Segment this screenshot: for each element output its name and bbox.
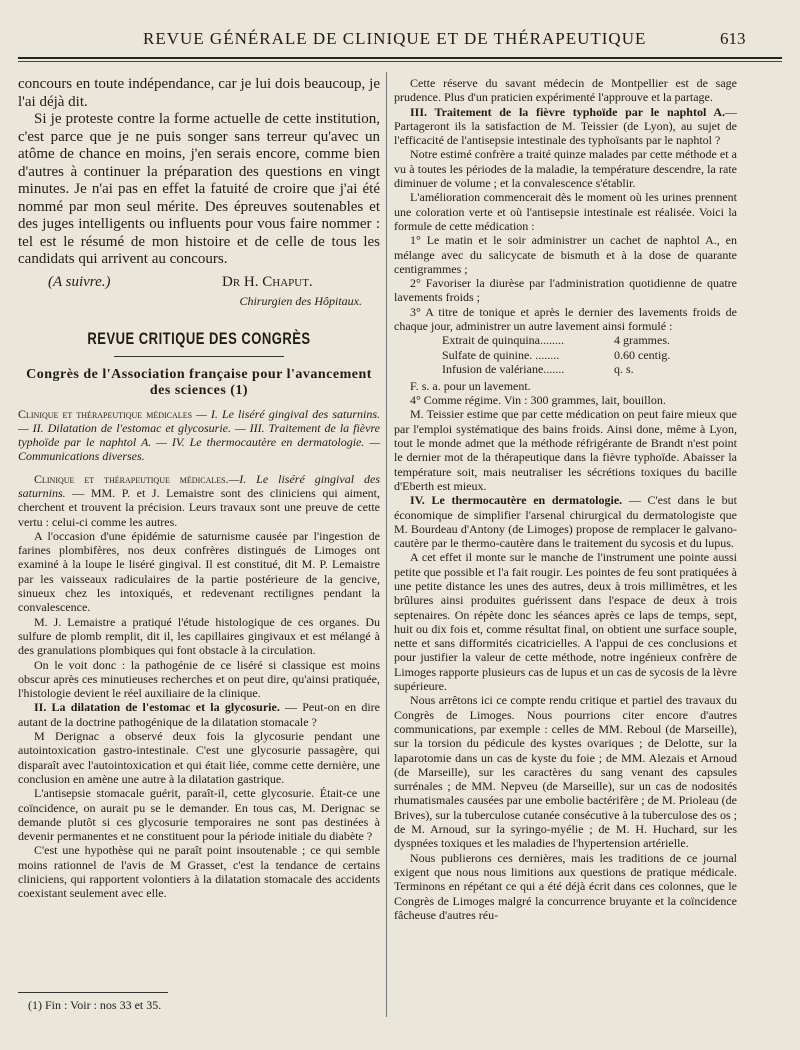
paragraph: concours en toute indépendance, car je lui dois beaucoup, je l'ai déjà dit. <box>18 76 380 110</box>
section-3-intro <box>394 105 737 148</box>
section-2-heading: II. La dilatation de l'estomac et la glycosurie. <box>34 700 280 715</box>
paragraph: M Derignac a observé deux fois la glycosurie pendant une autointoxication gastro-intestinale. C'est une glycosurie passagère, qui disparaît avec l'autointoxication et qui était liée, comme cette dernière, une conclusion en amène une autre à la dilatation gastrique. <box>18 729 380 786</box>
formula-note: F. s. a. pour un lavement. <box>410 378 531 393</box>
to-be-continued: (A suivre.) <box>48 273 111 290</box>
section-title: REVUE CRITIQUE DES CONGRÈS <box>87 328 311 348</box>
prescription-formula <box>442 333 737 377</box>
formula-item: Sulfate de quinine. ........ <box>442 347 560 362</box>
summary-lead: Clinique et thérapeutique médicales <box>18 406 193 421</box>
paragraph: L'antisepsie stomacale guérit, paraît-il, cette glycosurie. Était-ce une coïncidence, on aurait pu se le demander. En tous cas, M. Derignac se demande plutôt si ces glycosurie temporaires ne sont pas destinées à devenir permanentes et ne constituent pour la période initiale du diabète ? <box>18 786 380 844</box>
paragraph: L'amélioration commencerait dès le moment où les urines prennent une coloration verte et où l'antisepsie intestinale est réalisée. Voici la formule de cette médication : <box>394 190 737 233</box>
section-4-text: — C'est dans le but économique de simplifier l'arsenal chirurgical du dermatologiste que M. Bourdeau d'Antony (de Limoges) propose de remplacer le galvano-cautère par le thermo-cautère dans le traitement du sycosis et du lupus. <box>394 493 737 551</box>
signature-line <box>18 273 380 293</box>
author-name: Dr H. Chaput. <box>222 273 313 290</box>
left-column <box>18 76 380 901</box>
paragraph: 3° A titre de tonique et après le dernier des lavements froids de chaque jour, administrer un autre lavement ainsi formulé : <box>394 304 737 334</box>
paragraph: 4° Comme régime. Vin : 300 grammes, lait, bouillon. <box>410 393 666 408</box>
paragraph: M. Teissier estime que par cette médication on peut faire mieux que par l'emploi systématique des bains froids. Ainsi done, même à Lyon, tout le monde admet que la méthode réfrigérante de Brandt n'est point le dernier mot de la thérapeutique dans la fièvre typhoïde. Abaisser la température soit, mais neutraliser les sécrétions toxiques du bacille d'Eberth est mieux. <box>394 407 737 493</box>
right-column <box>394 76 737 922</box>
summary-text: — I. Le liséré gingival des saturnins. — II. Dilatation de l'estomac et glycosurie. — III. Traitement de la fièvre typhoïde par le naphtol A. — IV. Le thermocautère en dermatologie. — Communications diverses. <box>18 406 380 464</box>
section-2-text: — Peut-on en dire autant de la doctrine pathogénique de la dilatation stomacale ? <box>18 700 380 729</box>
summary <box>18 407 380 464</box>
header-rule <box>18 57 782 59</box>
column-divider <box>386 72 387 1017</box>
section-2-intro <box>18 700 380 729</box>
formula-row <box>442 362 737 377</box>
paragraph: 1° Le matin et le soir administrer un cachet de naphtol A., en mélange avec du salicycate de bismuth et à la dose de quarante centigrammes ; <box>394 233 737 276</box>
paragraph: A cet effet il monte sur le manche de l'instrument une pointe aussi petite que possible et l'a fait rougir. Les pointes de feu sont pratiquées à une petite distance les unes des autres, deux à trois millimètres, et les brûlures ainsi produites guérissent dans l'espace de deux à trois septenaires. On répète donc les séances après ce laps de temps, sept, huit ou dix fois et, comme résultat final, on obtient une surface souple, nette et sans difformités cicatricielles. A l'appui de ces conclusions et pour justifier la valeur de cette méthode, notre ingénieux confrère de Limoges rapporte plusieurs cas de lupus et un cas de sycosis de la lèvre supérieure. <box>394 550 737 694</box>
formula-item: Extrait de quinquina........ <box>442 333 564 348</box>
author-role: Chirurgien des Hôpitaux. <box>239 293 362 308</box>
journal-title: REVUE GÉNÉRALE DE CLINIQUE ET DE THÉRAPEUTIQUE <box>143 29 647 48</box>
formula-row <box>442 348 737 363</box>
section-4-heading: IV. Le thermocautère en dermatologie. <box>410 493 623 508</box>
section-3-heading: III. Traitement de la fièvre typhoïde par le naphtol A. <box>410 104 725 119</box>
section-rule <box>114 356 284 357</box>
paragraph: On le voit donc : la pathogénie de ce liséré si classique est moins obscur après ces minutieuses recherches et on peut dire, qu'ainsi pratiquée, l'histologie devient le réel auxiliaire de la clinique. <box>18 657 380 701</box>
paragraph: Si je proteste contre la forme actuelle de cette institution, c'est parce que je ne puis songer sans terreur qu'avec un atôme de chance en moins, j'en serais encore, comme bien d'autres à continuer la préparation des questions en vingt minutes. Je n'ai pas en effet la fatuité de croire que j'ai été nommé par mon seul mérite. Des épreuves soutenables et des juges intelligents ou influents pour vous faire nommer : tel est le résumé de mon histoire et de celle de tous les candidats qui arrivent au concours. <box>18 111 380 267</box>
footnote-rule <box>18 992 168 993</box>
section-1-intro <box>18 472 380 529</box>
congress-title: Congrès de l'Association française pour l'avancement des sciences (1) <box>26 366 372 398</box>
section-4-intro <box>394 493 737 550</box>
formula-row <box>442 333 737 348</box>
formula-qty: q. s. <box>614 362 634 377</box>
footnote: (1) Fin : Voir : nos 33 et 35. <box>28 998 162 1012</box>
paragraph: C'est une hypothèse qui ne paraît point insoutenable ; ce qui semble moins rationnel de l'avis de M Grasset, c'est la tendance de certains cliniciens, qui rapportent volontiers à la dilatation stomacale des accidents coexistant seulement avec elle. <box>18 843 380 901</box>
header-rule-thin <box>18 61 782 62</box>
paragraph: Notre estimé confrère a traité quinze malades par cette méthode et a vu à toutes les périodes de la maladie, la température descendre, la rate diminuer de volume ; et la convalescence s'établir. <box>394 147 737 191</box>
section-1-text: — MM. P. et J. Lemaistre sont des cliniciens qui aiment, cherchent et trouvent la précision. Leurs travaux sont une preuve de cette vertu : celui-ci comme les autres. <box>18 485 380 529</box>
formula-qty: 0.60 centig. <box>614 347 671 362</box>
paragraph: 2° Favoriser la diurèse par l'administration quotidienne de quatre lavements froids ; <box>394 276 737 305</box>
section-1-heading: —I. Le liséré gingival des saturnins. <box>18 471 380 500</box>
paragraph: M. J. Lemaistre a pratiqué l'étude histologique de ces organes. Du sulfure de plomb remplit, dit il, les capillaires gingivaux et est mélangé à des granulations plombiques qui font obstacle à la circulation. <box>18 614 380 658</box>
paragraph: Cette réserve du savant médecin de Montpellier est de sage prudence. Plus d'un praticien expérimenté l'approuve et la partage. <box>394 76 737 105</box>
paragraph: Nous arrêtons ici ce compte rendu critique et partiel des travaux du Congrès de Limoges. Nous pourrions citer encore d'autres communications, par exemple : celles de MM. Reboul (de Marseille), sur la torsion du pédicule des kystes ovariques ; de Delotte, sur la laparotomie dans un cas de kyste du foie ; de MM. Alezais et Arnoud (de Marseille), sur les caractères du sang venant des capsules surrénales ; de MM. Nepveu (de Marseille), sur un cas de nodosités rhumatismales causées par une embolie bactérifère ; de M. Prioleau (de Brives), sur la tuberculose cutanée consécutive à la tuberculose des os ; de M. Arnoud, sur la syringo-myélie ; de M. H. Huchard, sur les dyspnées toxiques et les maladies de l'hypertension artérielle. <box>394 693 737 851</box>
paragraph: A l'occasion d'une épidémie de saturnisme causée par l'ingestion de farines plombifères, nos deux confrères distingués de Limoges ont examiné à la loupe le liséré gingival. Il est constitué, dit M. P. Lemaistre par les vaisseaux radiculaires de la partie postérieure de la gencive, sinueux chez les intoxiqués, et redevenant rectilignes pendant la convalescence. <box>18 528 380 615</box>
formula-item: Infusion de valériane....... <box>442 362 565 377</box>
paragraph: Nous publierons ces dernières, mais les traditions de ce journal exigent que nous nous limitions aux questions de pratique médicale. Terminons en répétant ce qui a été déjà écrit dans ces colonnes, que le Congrès de Limoges malgré la concurrence bruyante et la coïncidence fâcheuse d'autres réu- <box>394 850 737 922</box>
running-header <box>0 29 800 53</box>
section-1-lead: Clinique et thérapeutique médicales. <box>34 471 229 486</box>
page-number: 613 <box>720 29 746 48</box>
formula-qty: 4 grammes. <box>614 333 670 348</box>
section-3-text: — Partageront ils la satisfaction de M. Teissier (de Lyon), au sujet de l'efficacité de l'antisepsie intestinale des typhoïsants par le naphtol ? <box>394 104 737 148</box>
